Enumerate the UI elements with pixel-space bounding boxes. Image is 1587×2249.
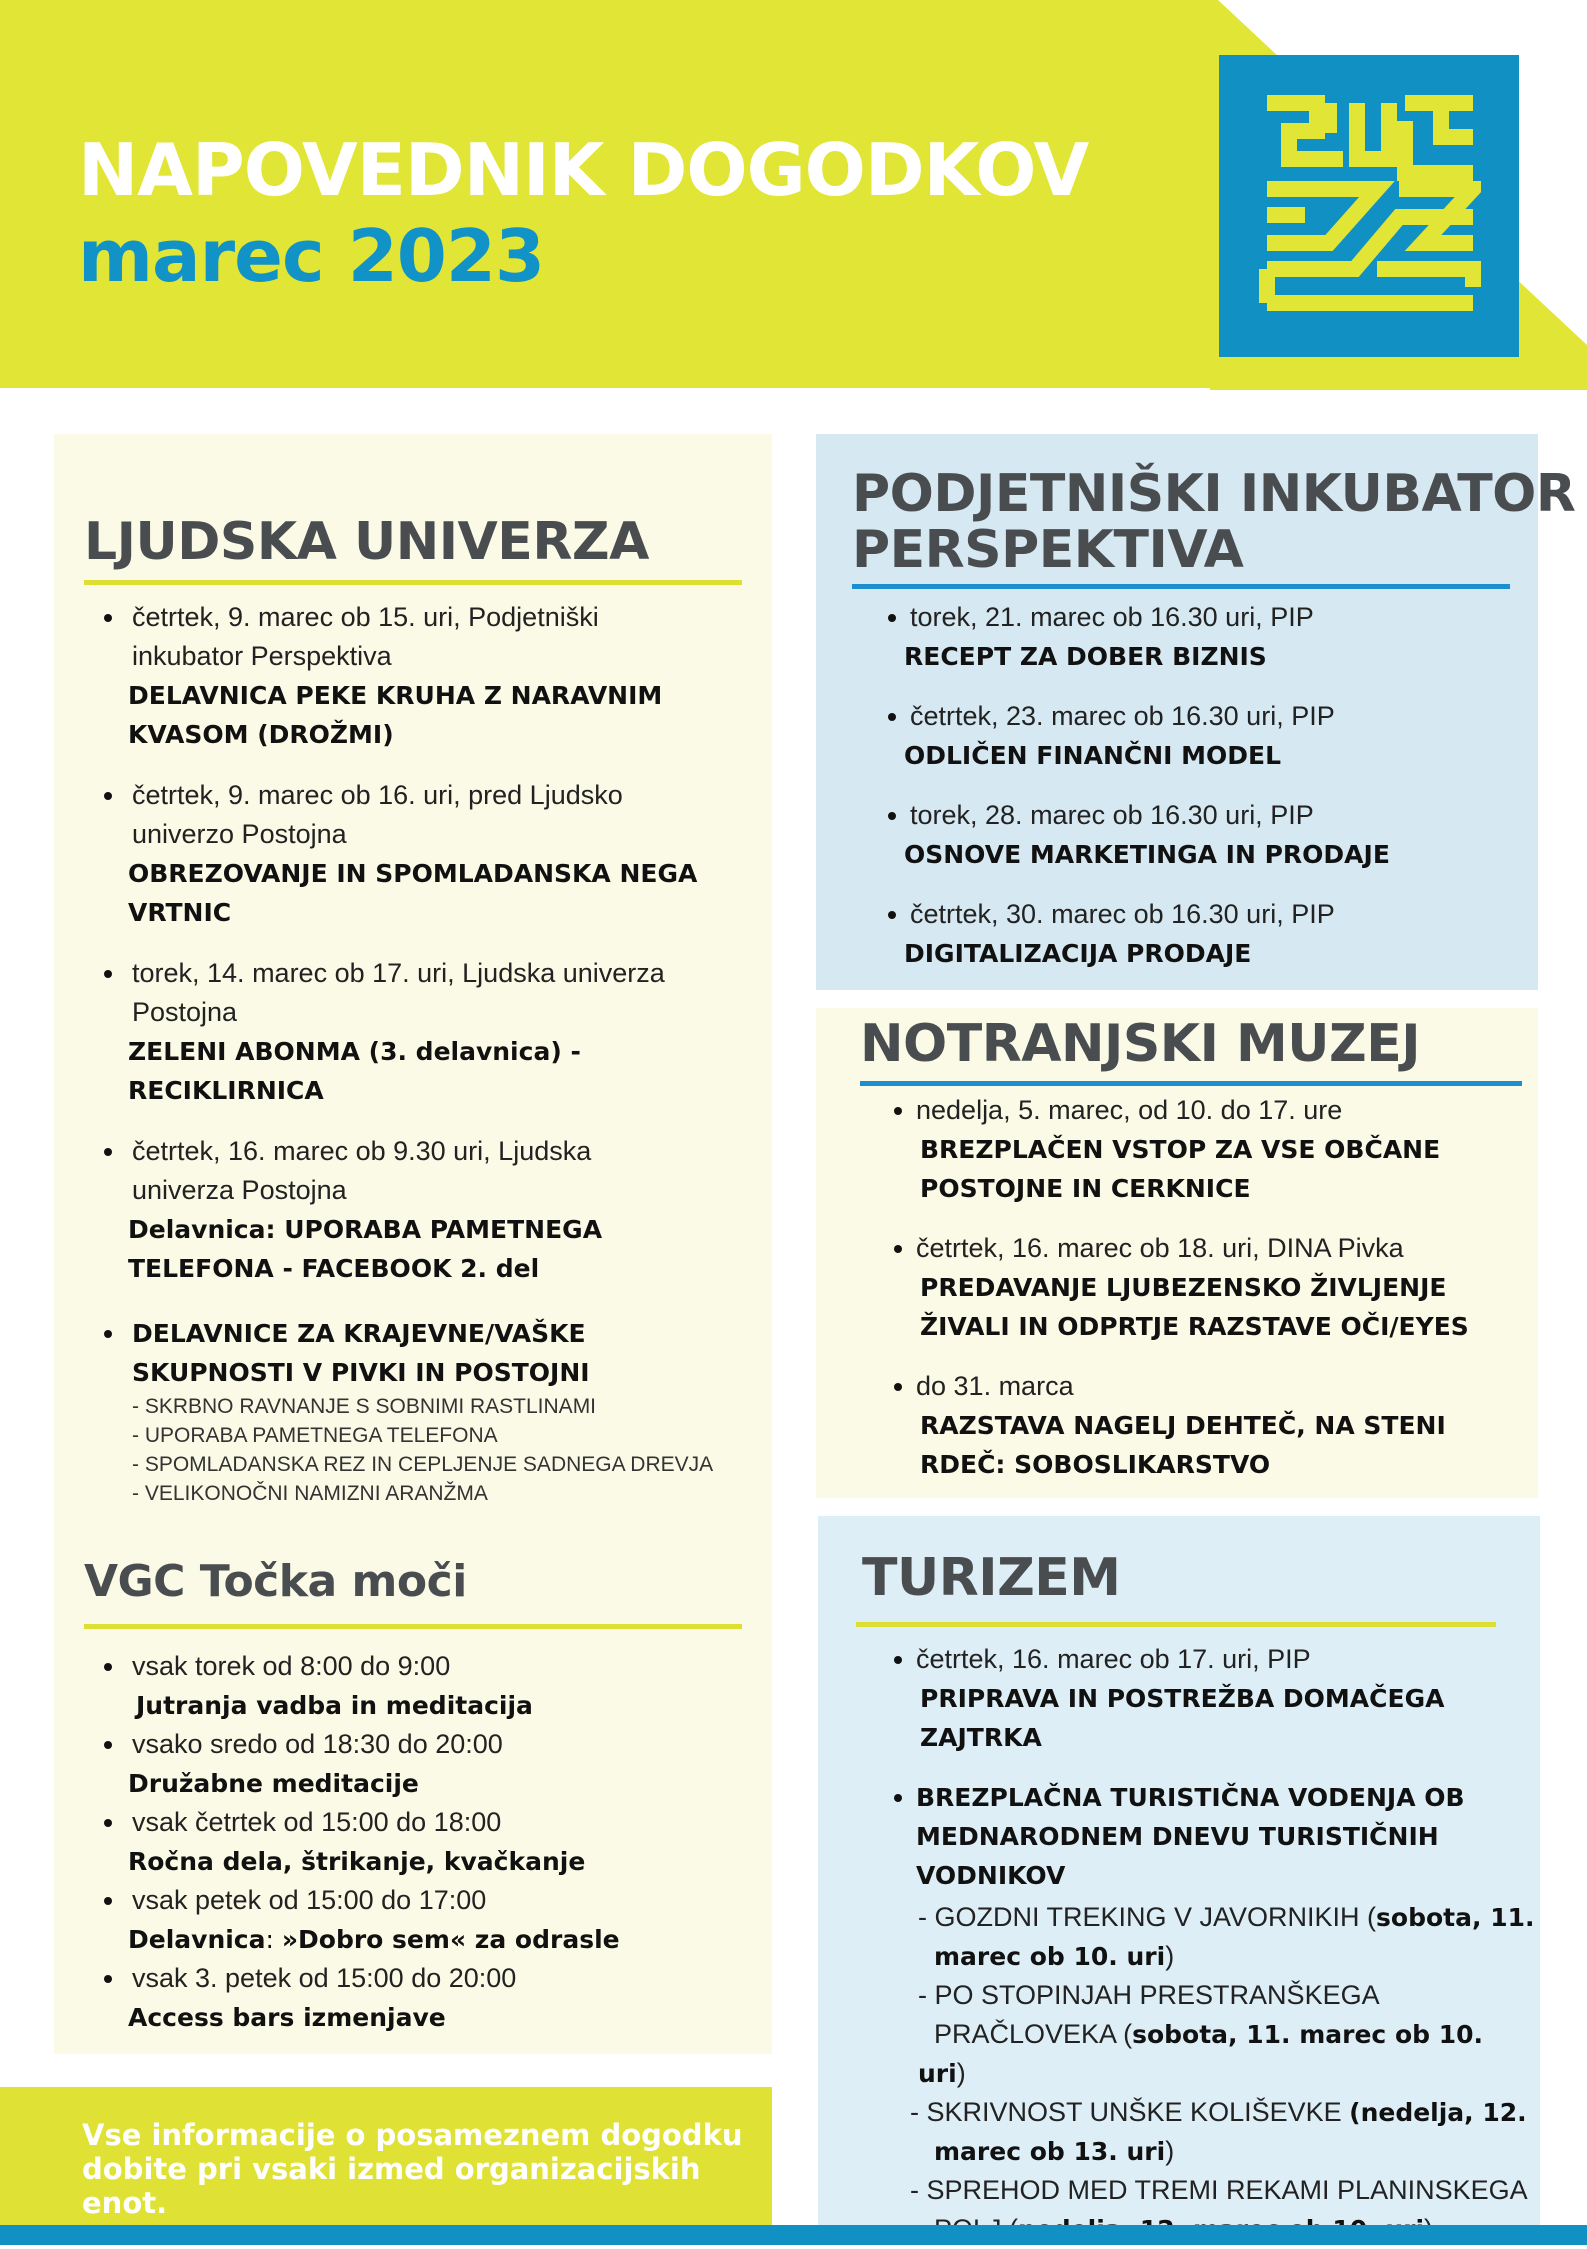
inkubator-event-list — [872, 598, 1512, 973]
event-title: RAZSTAVA NAGELJ DEHTEČ, NA STENI RDEČ: SOBOSLIKARSTVO — [920, 1411, 1446, 1479]
event-title: Access bars izmenjave — [128, 2003, 446, 2032]
vgc-event-list — [88, 1647, 748, 2037]
ljudska-event-list — [88, 598, 748, 1508]
event-when: vsak torek od 8:00 do 9:00 — [132, 1651, 451, 1681]
event-sublist: - SKRBNO RAVNANJE S SOBNIMI RASTLINAMI - UPORABA PAMETNEGA TELEFONA - SPOMLADANSKA REZ IN CEPLJENJE SADNEGA DREVJA - VELIKONOČNI NAMIZNI ARANŽMA — [132, 1395, 714, 1505]
event-title: RECEPT ZA DOBER BIZNIS — [904, 642, 1267, 671]
list-item — [88, 598, 748, 754]
section-title-inkubator: PODJETNIŠKI INKUBATOR PERSPEKTIVA — [852, 464, 1576, 580]
tour-item: - GOZDNI TREKING V JAVORNIKIH (sobota, 11. marec ob 10. uri) — [918, 1902, 1535, 1971]
event-when: četrtek, 9. marec ob 15. uri, Podjetniški inkubator Perspektiva — [132, 602, 599, 671]
event-title: ODLIČEN FINANČNI MODEL — [904, 741, 1282, 770]
page-subtitle: marec 2023 — [78, 214, 545, 298]
section-divider — [856, 1622, 1496, 1627]
event-when: četrtek, 16. marec ob 18. uri, DINA Pivka — [916, 1233, 1404, 1263]
event-when: torek, 28. marec ob 16.30 uri, PIP — [910, 800, 1314, 830]
tour-item: - SKRIVNOST UNŠKE KOLIŠEVKE (nedelja, 12. marec ob 13. uri) — [910, 2097, 1527, 2166]
list-item — [872, 796, 1512, 874]
maze-logo-icon — [1259, 93, 1481, 319]
list-item — [88, 954, 748, 1110]
event-when: vsako sredo od 18:30 do 20:00 — [132, 1729, 503, 1759]
event-title: PRIPRAVA IN POSTREŽBA DOMAČEGA ZAJTRKA — [920, 1684, 1445, 1752]
event-when: do 31. marca — [916, 1371, 1074, 1401]
list-item — [88, 1314, 748, 1508]
list-item — [88, 1132, 748, 1288]
event-title: BREZPLAČEN VSTOP ZA VSE OBČANE POSTOJNE IN CERKNICE — [920, 1135, 1441, 1203]
event-title: DIGITALIZACIJA PRODAJE — [904, 939, 1252, 968]
event-title: PREDAVANJE LJUBEZENSKO ŽIVLJENJE ŽIVALI IN ODPRTJE RAZSTAVE OČI/EYES — [920, 1273, 1469, 1341]
event-title: Delavnica: UPORABA PAMETNEGA TELEFONA - FACEBOOK 2. del — [128, 1215, 603, 1283]
list-item — [878, 1091, 1518, 1208]
list-item — [88, 776, 748, 932]
muzej-event-list — [878, 1091, 1518, 1484]
section-divider — [852, 584, 1510, 589]
list-item — [872, 598, 1512, 676]
section-title-muzej: NOTRANJSKI MUZEJ — [860, 1014, 1421, 1074]
list-item — [88, 1725, 748, 1803]
event-title: DELAVNICA PEKE KRUHA Z NARAVNIM KVASOM (DROŽMI) — [128, 681, 663, 749]
section-title-vgc: VGC Točka moči — [84, 1556, 467, 1607]
event-title: Družabne meditacije — [128, 1769, 419, 1798]
tour-list — [910, 1898, 1538, 2249]
list-item — [878, 1229, 1518, 1346]
list-item — [878, 1778, 1528, 1895]
event-when: torek, 14. marec ob 17. uri, Ljudska univerza Postojna — [132, 958, 665, 1027]
list-item — [88, 1803, 748, 1881]
section-title-turizem: TURIZEM — [862, 1548, 1121, 1608]
tour-item: - PO STOPINJAH PRESTRANŠKEGA PRAČLOVEKA (sobota, 11. marec ob 10. uri) — [918, 1980, 1484, 2088]
event-when: nedelja, 5. marec, od 10. do 17. ure — [916, 1095, 1343, 1125]
event-when: četrtek, 16. marec ob 9.30 uri, Ljudska univerza Postojna — [132, 1136, 592, 1205]
event-when: vsak petek od 15:00 do 17:00 — [132, 1885, 487, 1915]
event-when: četrtek, 16. marec ob 17. uri, PIP — [916, 1644, 1311, 1674]
list-item — [88, 1959, 748, 2037]
event-title: Jutranja vadba in meditacija — [136, 1691, 533, 1720]
event-title: DELAVNICE ZA KRAJEVNE/VAŠKE SKUPNOSTI V PIVKI IN POSTOJNI — [132, 1319, 590, 1387]
info-footer-text: Vse informacije o posameznem dogodku dobite pri vsaki izmed organizacijskih enot. — [82, 2118, 743, 2220]
section-divider — [84, 580, 742, 585]
section-divider — [84, 1624, 742, 1629]
list-item — [88, 1881, 748, 1959]
event-title: Delavnica: »Dobro sem« za odrasle — [128, 1925, 620, 1954]
event-title: BREZPLAČNA TURISTIČNA VODENJA OB MEDNARODNEM DNEVU TURISTIČNIH VODNIKOV — [916, 1783, 1465, 1890]
event-when: vsak 3. petek od 15:00 do 20:00 — [132, 1963, 517, 1993]
bottom-bar — [0, 2225, 1587, 2245]
event-when: torek, 21. marec ob 16.30 uri, PIP — [910, 602, 1314, 632]
section-divider — [860, 1081, 1522, 1086]
event-when: vsak četrtek od 15:00 do 18:00 — [132, 1807, 502, 1837]
section-title-ljudska: LJUDSKA UNIVERZA — [84, 512, 649, 572]
page-title: NAPOVEDNIK DOGODKOV — [78, 128, 1089, 212]
list-item — [88, 1647, 748, 1725]
event-title: Ročna dela, štrikanje, kvačkanje — [128, 1847, 586, 1876]
event-title: OSNOVE MARKETINGA IN PRODAJE — [904, 840, 1390, 869]
event-when: četrtek, 23. marec ob 16.30 uri, PIP — [910, 701, 1335, 731]
event-title: ZELENI ABONMA (3. delavnica) - RECIKLIRNICA — [128, 1037, 581, 1105]
event-title: OBREZOVANJE IN SPOMLADANSKA NEGA VRTNIC — [128, 859, 698, 927]
logo — [1219, 55, 1519, 357]
list-item — [878, 1367, 1518, 1484]
turizem-event-list — [878, 1640, 1528, 1895]
list-item — [878, 1640, 1528, 1757]
list-item — [872, 895, 1512, 973]
event-when: četrtek, 30. marec ob 16.30 uri, PIP — [910, 899, 1335, 929]
list-item — [872, 697, 1512, 775]
event-when: četrtek, 9. marec ob 16. uri, pred Ljudsko univerzo Postojna — [132, 780, 623, 849]
tour-item: - SPREHOD MED TREMI REKAMI PLANINSKEGA — [910, 2175, 1528, 2205]
